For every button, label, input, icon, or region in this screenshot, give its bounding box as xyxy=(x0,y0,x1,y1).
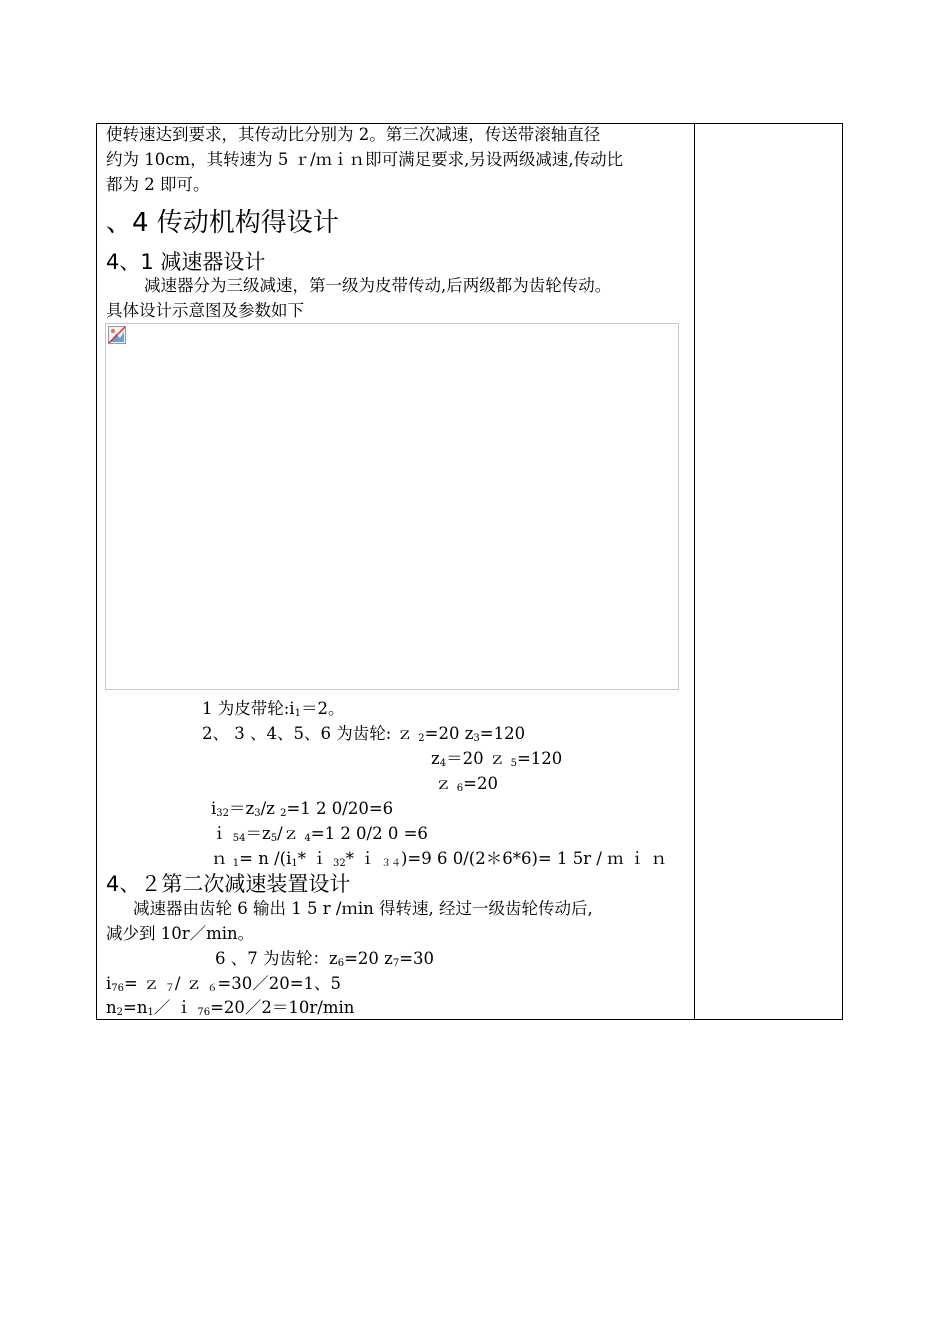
formula-i54: ｉ $_{54}=z_5/z$ $_4$=1 2 0/2 0 =6 xyxy=(211,824,428,844)
content-table xyxy=(96,123,843,1020)
subsection-heading-2: 4、２第二次减速装置设计 xyxy=(106,872,351,896)
sub2-text-1: 减速器由齿轮 6 输出 1 5 r /ｍin 得转速, 经过一级齿轮传动后, xyxy=(133,899,593,918)
sub1-text-1: 减速器分为三级减速，第一级为皮带传动,后两级都为齿轮传动。 xyxy=(144,276,612,295)
section-heading: 、4 传动机构得设计 xyxy=(106,208,339,238)
intro-line-2: 约为 10cm，其转速为 5 ｒ/ｍｉｎ即可满足要求,另设两级减速,传动比 xyxy=(106,150,624,169)
formula-i76: $i_{76}=$ ｚ $_7$/ ｚ $_6$=30／20=1、5 xyxy=(106,974,342,994)
formula-n1: ｎ $_1$= n $/(i_1*$ ｉ $_{32}$* ｉ $_{34}$)=9 6 0/(2＊6*6)= 1 5r / ｍ ｉ ｎ xyxy=(211,849,668,869)
formula-z4-z5: $z_4=20$ ｚ $_5$=120 xyxy=(431,749,563,769)
formula-i32: $i_{32}=z_3/z$ $_2$=1 2 0/20=6 xyxy=(211,799,394,819)
formula-belt: 1 为皮带轮$:i_1=2$。 xyxy=(202,699,345,719)
formula-gear67: 6 、7 为齿轮：$z_6=20$ $z_7=30$ xyxy=(215,949,435,969)
intro-line-1: 使转速达到要求，其传动比分别为 2。第三次减速，传送带滚轴直径 xyxy=(106,125,601,144)
broken-image-icon xyxy=(108,326,126,344)
side-cell xyxy=(695,124,842,1019)
main-cell xyxy=(97,124,694,1019)
sub1-text-2: 具体设计示意图及参数如下 xyxy=(106,301,304,320)
sub2-text-2: 减少到 10r／min。 xyxy=(106,924,255,943)
formula-n2: $n_2=n_1/$ ｉ $_{76}$=20／2＝10r/min xyxy=(106,998,355,1018)
subsection-heading-1: 4、1 减速器设计 xyxy=(106,250,266,274)
intro-line-3: 都为 2 即可。 xyxy=(106,175,210,194)
formula-z6: ｚ $_6$=20 xyxy=(435,774,498,794)
formula-gears: 2、 3 、4、5、6 为齿轮: ｚ $_2$=20 $z_3=120$ xyxy=(202,724,526,744)
diagram-image-placeholder xyxy=(105,323,679,690)
